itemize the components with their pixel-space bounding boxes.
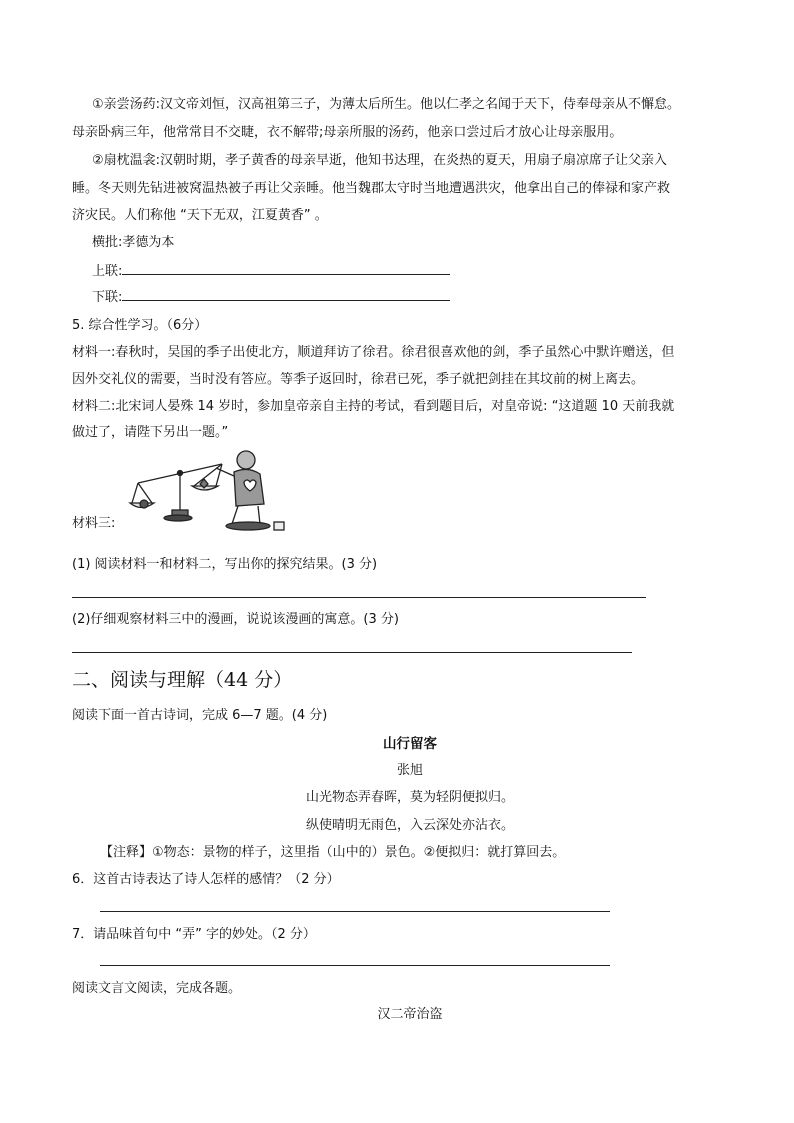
filial-story-2: ②扇枕温衾:汉朝时期，孝子黄香的母亲早逝，他知书达理，在炎热的夏天，用扇子扇凉席子让父亲入 xyxy=(92,153,668,168)
q6-answer-blank[interactable] xyxy=(100,911,610,912)
question-5-title: 5. 综合性学习。（6分） xyxy=(72,318,208,333)
scale-cartoon-image xyxy=(128,448,292,532)
question-6: 6．这首古诗表达了诗人怎样的感情？（2 分） xyxy=(72,872,340,887)
material-2-line-2: 做过了，请陛下另出一题。” xyxy=(72,425,229,440)
filial-story-1: ①亲尝汤药:汉文帝刘恒，汉高祖第三子，为薄太后所生。他以仁孝之名闻于天下，侍奉母亲从不懈怠。 xyxy=(92,97,681,112)
question-5-sub-2: (2)仔细观察材料三中的漫画，说说该漫画的寓意。(3 分) xyxy=(72,612,399,627)
couplet-lower-answer-blank[interactable] xyxy=(122,288,450,301)
couplet-upper-label: 上联: xyxy=(92,264,123,279)
q7-answer-blank[interactable] xyxy=(100,965,610,966)
question-5-sub-1: (1) 阅读材料一和材料二，写出你的探究结果。(3 分) xyxy=(72,557,378,572)
filial-story-1-cont: 母亲卧病三年，他常常目不交睫，衣不解带;母亲所服的汤药，他亲口尝过后才放心让母亲服用。 xyxy=(72,125,623,140)
poem-instructions: 阅读下面一首古诗词，完成 6—7 题。(4 分) xyxy=(72,708,328,723)
couplet-lower-label: 下联: xyxy=(92,290,123,305)
couplet-lower-line xyxy=(92,288,450,307)
filial-story-2-cont-1: 睡。冬天则先钻进被窝温热被子再让父亲睡。他当魏郡太守时当地遭遇洪灾，他拿出自己的俸禄和家产救 xyxy=(72,181,671,196)
filial-story-2-cont-2: 济灾民。人们称他 “天下无双，江夏黄香” 。 xyxy=(72,208,328,223)
classical-text-title: 汉二帝治盗 xyxy=(377,1007,443,1022)
sub-2-answer-blank[interactable] xyxy=(72,652,632,653)
poem-line-1: 山光物态弄春晖，莫为轻阴便拟归。 xyxy=(305,790,514,805)
couplet-hengpi: 横批:孝德为本 xyxy=(92,235,175,250)
poem-title xyxy=(0,735,794,754)
material-1-line-2: 因外交礼仪的需要，当时没有答应。等季子返回时，徐君已死，季子就把剑挂在其坟前的树上离去。 xyxy=(72,372,645,387)
material-1-line-1: 材料一:春秋时，吴国的季子出使北方，顺道拜访了徐君。徐君很喜欢他的剑，季子虽然心中默许赠送，但 xyxy=(72,345,675,360)
material-2-line-1: 材料二:北宋词人晏殊 14 岁时，参加皇帝亲自主持的考试，看到题目后，对皇帝说: “这道题 10 天前我就 xyxy=(72,399,675,414)
poem-annotation: 【注释】①物态：景物的样子，这里指（山中的）景色。②便拟归：就打算回去。 xyxy=(100,845,566,860)
poem-title-text: 山行留客 xyxy=(383,736,437,752)
poem-author: 张旭 xyxy=(396,763,423,778)
material-3-label: 材料三: xyxy=(72,516,116,531)
couplet-upper-answer-blank[interactable] xyxy=(122,262,450,275)
classical-instructions: 阅读文言文阅读，完成各题。 xyxy=(72,981,242,996)
section-2-heading: 二、阅读与理解（44 分） xyxy=(72,669,293,691)
sub-1-answer-blank[interactable] xyxy=(72,597,646,598)
question-7: 7．请品味首句中 “弄” 字的妙处。（2 分） xyxy=(72,927,316,942)
couplet-upper-line xyxy=(92,262,450,281)
poem-line-2: 纵使晴明无雨色，入云深处亦沾衣。 xyxy=(305,818,514,833)
